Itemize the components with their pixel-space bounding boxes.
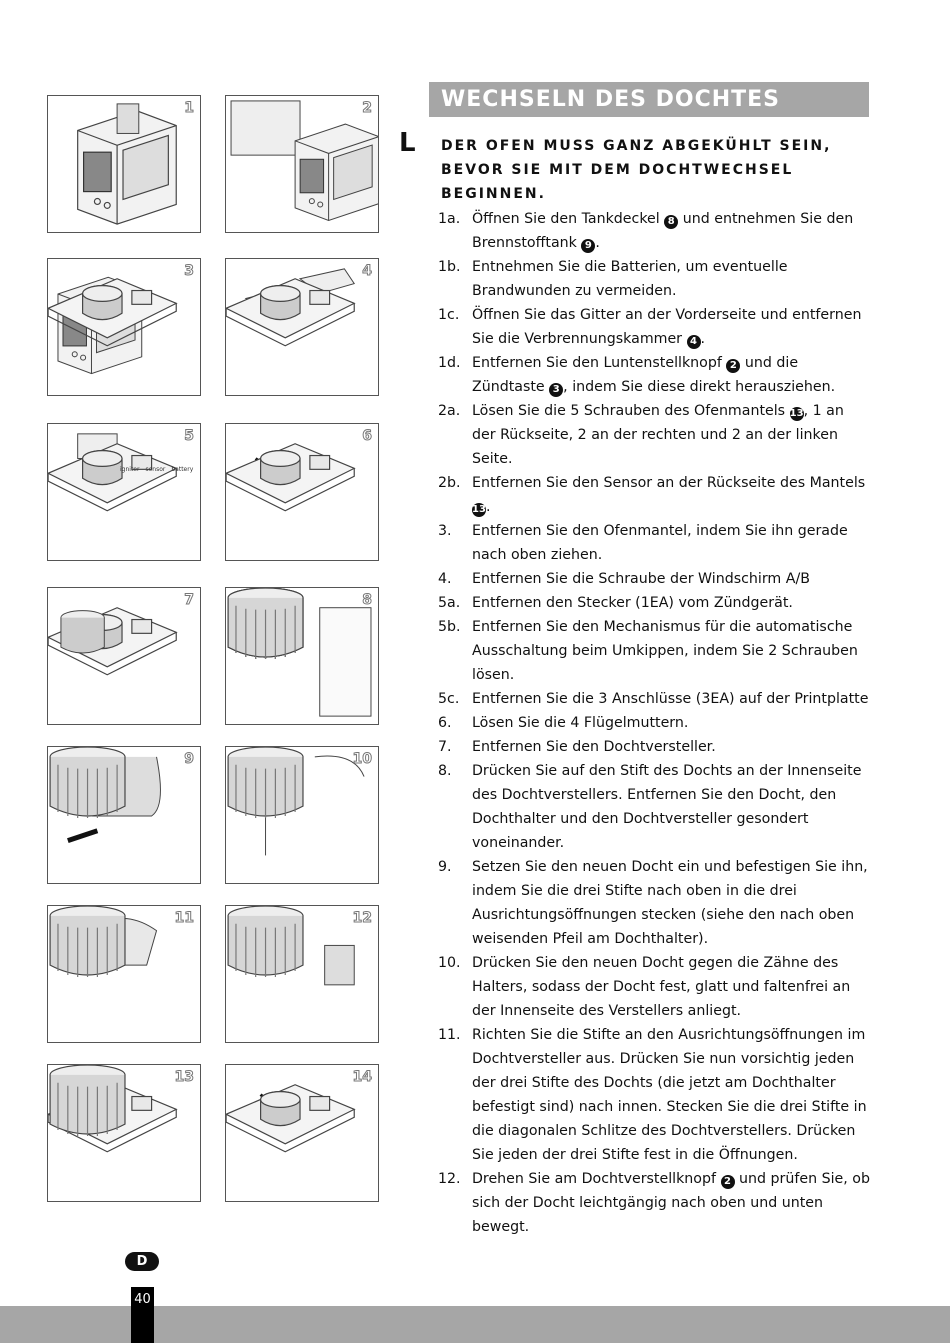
step-text: Lösen Sie die 4 Flügelmuttern. <box>472 715 689 731</box>
figure-9 <box>47 746 201 884</box>
page-number: 40 <box>134 1292 151 1307</box>
step-number: 6. <box>438 715 452 731</box>
figure-number: 9 <box>184 751 194 767</box>
part-number-badge: 13 <box>472 504 486 515</box>
step-number: 5a. <box>438 595 461 611</box>
figure-illustration <box>226 588 378 724</box>
step-number: 2a. <box>438 403 461 419</box>
figure-number: 14 <box>352 1069 372 1085</box>
figure-illustration <box>226 906 378 1042</box>
step-number: 10. <box>438 955 461 971</box>
step-text: Entfernen Sie den Mechanismus für die automatische Ausschaltung beim Umkippen, indem Sie 2 Schrauben lösen. <box>472 619 858 683</box>
figure-3 <box>47 258 201 396</box>
part-number-badge: 4 <box>687 335 701 349</box>
step-number: 12. <box>438 1171 461 1187</box>
figure-illustration <box>48 906 200 1042</box>
figure-1 <box>47 95 201 233</box>
step-number: 2b. <box>438 475 461 491</box>
step-text: Drehen Sie am Dochtverstellknopf <box>472 1171 721 1187</box>
warning-text: DER OFEN MUSS GANZ ABGEKÜHLT SEIN, BEVOR SIE MIT DEM DOCHTWECHSEL BEGINNEN. <box>441 138 832 202</box>
step-number: 9. <box>438 859 452 875</box>
figure-6 <box>225 423 379 561</box>
figure-number: 11 <box>174 910 194 926</box>
step-text: Setzen Sie den neuen Docht ein und befestigen Sie ihn, indem Sie die drei Stifte nach oben in die drei Ausrichtungsöffnungen stecken (siehe den nach oben weisenden Pfeil am Dochthalter). <box>472 859 868 947</box>
language-badge: D <box>125 1252 159 1271</box>
step-number: 8. <box>438 763 452 779</box>
step-number: 11. <box>438 1027 461 1043</box>
step-text: Entfernen Sie den Luntenstellknopf <box>472 355 727 371</box>
instruction-step <box>438 735 870 759</box>
instruction-list <box>438 207 870 1239</box>
figure-number: 7 <box>184 592 194 608</box>
part-number-badge: 2 <box>726 359 740 373</box>
instruction-step <box>438 615 870 687</box>
step-number: 5b. <box>438 619 461 635</box>
figure-illustration <box>226 259 378 395</box>
figure-number: 6 <box>362 428 372 444</box>
figure-2 <box>225 95 379 233</box>
instruction-step <box>438 567 870 591</box>
step-number: 1a. <box>438 211 461 227</box>
figure-illustration <box>48 424 200 560</box>
figure-number: 8 <box>362 592 372 608</box>
step-text: Richten Sie die Stifte an den Ausrichtungsöffnungen im Dochtversteller aus. Drücken Sie nun vorsichtig jeden der drei Stifte des Dochts (die jetzt am Dochthalter befestigt sind) nach innen. Stecken Sie die drei Stifte in die diagonalen Schlitze des Dochtverstellers. Drücken Sie jeden der drei Stifte fest in die Öffnungen. <box>472 1027 867 1163</box>
step-text: Entfernen den Stecker (1EA) vom Zündgerät. <box>472 595 793 611</box>
instruction-step <box>438 1023 870 1167</box>
figure-illustration <box>48 1065 200 1201</box>
section-title: WECHSELN DES DOCHTES <box>441 87 781 112</box>
figure-4 <box>225 258 379 396</box>
figure-number: 3 <box>184 263 194 279</box>
step-number: 1c. <box>438 307 460 323</box>
instruction-step <box>438 1167 870 1239</box>
figure-number: 1 <box>184 100 194 116</box>
figure-illustration <box>48 259 200 395</box>
figure-5 <box>47 423 201 561</box>
figure-7 <box>47 587 201 725</box>
part-number-badge: 8 <box>664 215 678 229</box>
step-text: . <box>486 499 491 515</box>
step-text: Entfernen Sie den Sensor an der Rückseite des Mantels <box>472 475 866 491</box>
figure-11 <box>47 905 201 1043</box>
figure-illustration <box>48 588 200 724</box>
instruction-step <box>438 303 870 351</box>
part-number-badge: 3 <box>549 383 563 397</box>
instruction-step <box>438 687 870 711</box>
figure-number: 4 <box>362 263 372 279</box>
figure5-label-battery: battery <box>171 466 194 473</box>
instruction-step <box>438 951 870 1023</box>
figure-10 <box>225 746 379 884</box>
figure5-label-sensor: sensor <box>145 466 166 473</box>
figure-number: 2 <box>362 100 372 116</box>
step-number: 5c. <box>438 691 460 707</box>
step-text: Öffnen Sie das Gitter an der Vorderseite und entfernen Sie die Verbrennungskammer <box>472 307 862 347</box>
figure-14 <box>225 1064 379 1202</box>
instruction-step <box>438 855 870 951</box>
instruction-step <box>438 519 870 567</box>
step-number: 1b. <box>438 259 461 275</box>
step-text: Drücken Sie auf den Stift des Dochts an der Innenseite des Dochtverstellers. Entfernen Sie den Docht, den Dochthalter und den Dochtversteller gesondert voneinander. <box>472 763 862 851</box>
instruction-step <box>438 711 870 735</box>
figure-number: 10 <box>352 751 372 767</box>
step-text: und die Zündtaste <box>472 355 799 395</box>
figure-number: 13 <box>174 1069 194 1085</box>
page-number-box <box>131 1287 154 1343</box>
figure-13 <box>47 1064 201 1202</box>
step-text: Entfernen Sie die Schraube der Windschirm A/B <box>472 571 810 587</box>
step-number: 7. <box>438 739 452 755</box>
step-number: 3. <box>438 523 452 539</box>
step-text: , indem Sie diese direkt herausziehen. <box>563 379 836 395</box>
step-number: 1d. <box>438 355 461 371</box>
instruction-step <box>438 471 870 519</box>
step-text: Entnehmen Sie die Batterien, um eventuelle Brandwunden zu vermeiden. <box>472 259 788 299</box>
step-text: Lösen Sie die 5 Schrauben des Ofenmantels <box>472 403 790 419</box>
figure-illustration <box>226 424 378 560</box>
step-text: Entfernen Sie den Dochtversteller. <box>472 739 716 755</box>
instruction-step <box>438 399 870 471</box>
step-text: Entfernen Sie den Ofenmantel, indem Sie ihn gerade nach oben ziehen. <box>472 523 848 563</box>
step-text: und prüfen Sie, ob sich der Docht leichtgängig nach oben und unten bewegt. <box>472 1171 870 1235</box>
figure-illustration <box>48 96 200 232</box>
instruction-step <box>438 255 870 303</box>
section-header <box>429 82 869 117</box>
figure-number: 12 <box>352 910 372 926</box>
instruction-step <box>438 207 870 255</box>
figure-12 <box>225 905 379 1043</box>
step-text: und entnehmen Sie den Brennstofftank <box>472 211 854 251</box>
step-text: Entfernen Sie die 3 Anschlüsse (3EA) auf der Printplatte <box>472 691 869 707</box>
figure-illustration <box>226 96 378 232</box>
part-number-badge: 13 <box>789 408 804 419</box>
part-number-badge: 9 <box>581 239 595 253</box>
instruction-step <box>438 759 870 855</box>
figure-illustration <box>226 747 378 883</box>
language-letter: L <box>399 128 416 158</box>
figure5-label-igniter: igniter <box>120 466 140 473</box>
part-number-badge: 2 <box>721 1175 735 1189</box>
figure5-labels <box>120 466 199 473</box>
figure-illustration <box>48 747 200 883</box>
figure-number: 5 <box>184 428 194 444</box>
step-text: . <box>700 331 706 347</box>
instruction-step <box>438 351 870 399</box>
step-number: 4. <box>438 571 452 587</box>
step-text: . <box>595 235 600 251</box>
step-text: , 1 an der Rückseite, 2 an der rechten und 2 an der linken Seite. <box>472 403 844 467</box>
step-text: Öffnen Sie den Tankdeckel <box>472 211 665 227</box>
figure-illustration <box>226 1065 378 1201</box>
instruction-step <box>438 591 870 615</box>
figure-8 <box>225 587 379 725</box>
step-text: Drücken Sie den neuen Docht gegen die Zähne des Halters, sodass der Docht fest, glatt und faltenfrei an der Innenseite des Verstellers anliegt. <box>472 955 851 1019</box>
